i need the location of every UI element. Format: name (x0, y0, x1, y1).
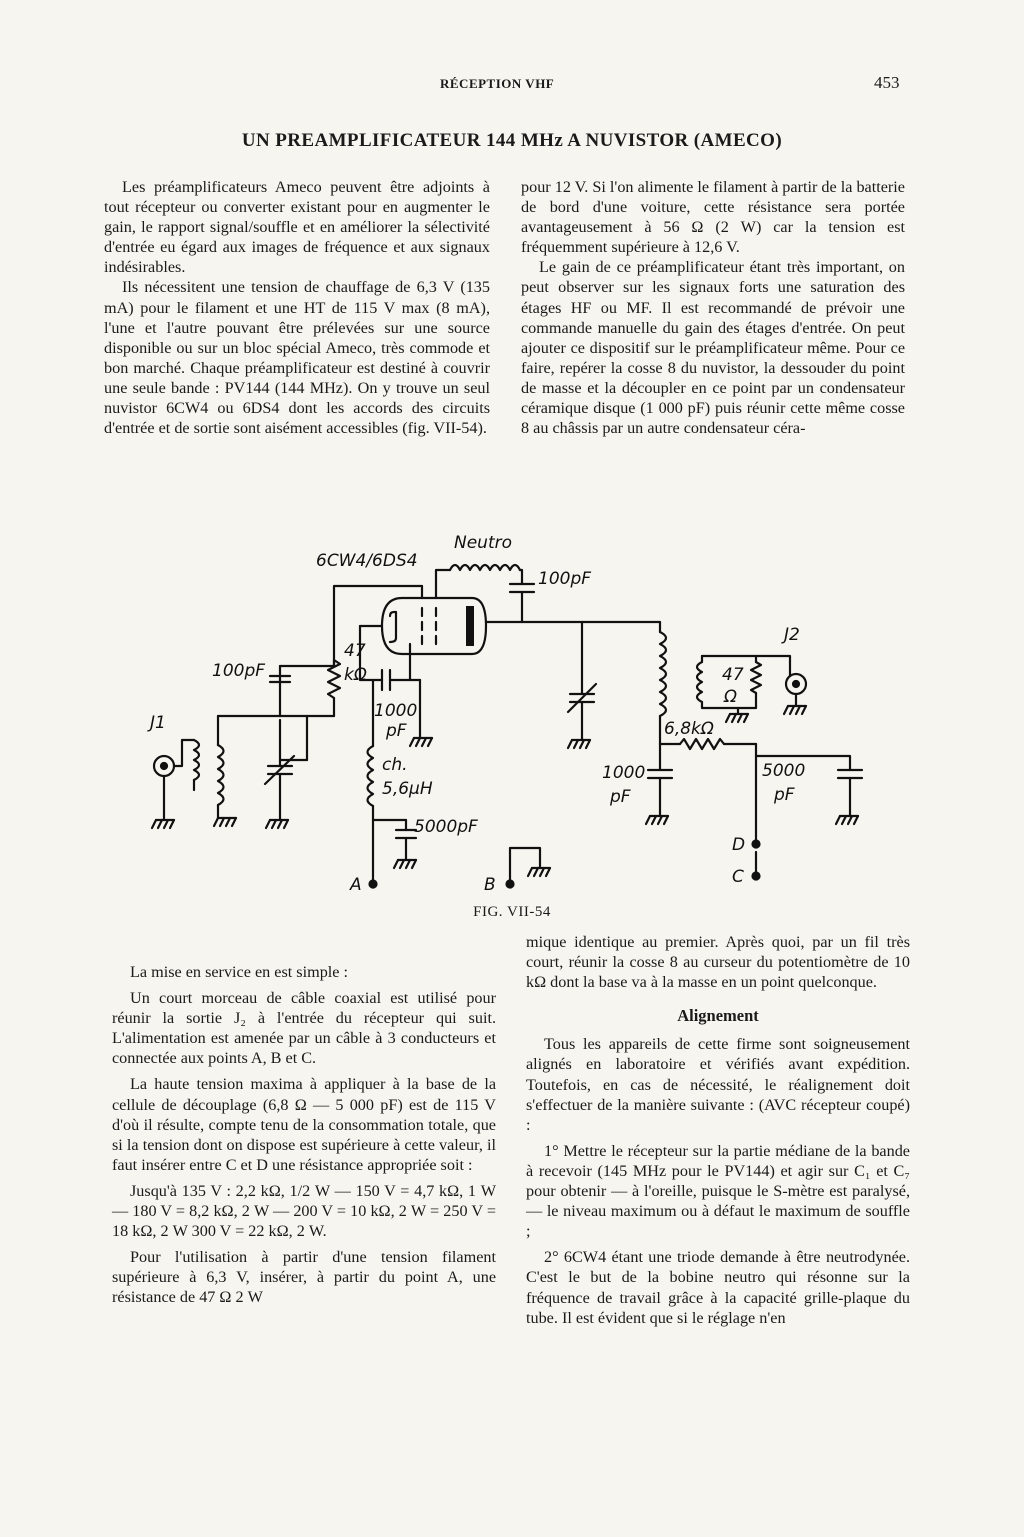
label-point-a: A (350, 875, 362, 895)
label-47-ohm-a: 47 (722, 665, 744, 685)
input-coil-symbol (218, 745, 224, 805)
choke-5-6uh-symbol (368, 746, 374, 806)
article-title: UN PREAMPLIFICATEUR 144 MHz A NUVISTOR (AMECO) (241, 130, 783, 151)
label-1000pf-out-b: pF (610, 787, 631, 807)
label-1000pf-grid-b: pF (386, 721, 407, 741)
label-j1: J1 (150, 713, 166, 733)
paragraph: Tous les appareils de cette firme sont soigneusement alignés en laboratoire et vérifiés avant expédition. Toutefois, en cas de nécessité, le réalignement doit s'effectuer de la manière suivante : (AVC récepteur coupé) : (526, 1035, 910, 1134)
column-left-top (104, 177, 490, 438)
label-neutro: Neutro (454, 533, 513, 553)
paragraph: La mise en service en est simple : (130, 963, 349, 981)
label-choke-a: ch. (382, 755, 408, 775)
paragraph: Pour l'utilisation à partir d'une tension filament supérieure à 6,3 V, insérer, à partir du point A, une résistance de 47 Ω 2 W (112, 1248, 496, 1307)
label-5000pf-b-b: pF (774, 785, 795, 805)
label-5000pf-a: 5000pF (414, 817, 478, 837)
paragraph: Le gain de ce préamplificateur étant très important, on peut observer sur les signaux forts une saturation des étages HF ou MF. Il est recommandé de prévoir une commande manuelle du gain des étages d'entrée. On peut ajouter ce dispositif sur le préamplificateur même. Pour ce faire, repérer la cosse 8 du nuvistor, la dessouder du point de masse et la découpler en ce point par un condensateur céramique disque (1 000 pF) puis réunir cette même cosse 8 au châssis par un autre condensateur céra- (521, 258, 905, 438)
column-right-bottom (526, 932, 910, 1328)
paragraph: Un court morceau de câble coaxial est utilisé pour réunir la sortie J₂ à l'entrée du récepteur qui suit. L'alimentation est amenée par un câble à 3 conducteurs et connectée aux points A, B et C. (112, 989, 496, 1068)
label-point-d: D (732, 835, 746, 855)
label-point-c: C (732, 867, 744, 887)
running-head (0, 73, 1024, 96)
label-j2: J2 (784, 625, 800, 645)
page-number: 453 (874, 73, 900, 92)
label-47-ohm-b: Ω (724, 687, 737, 707)
neutro-coil-symbol (450, 565, 520, 570)
label-tube: 6CW4/6DS4 (316, 551, 418, 571)
section-heading: Alignement (677, 1006, 759, 1026)
column-right-top (521, 177, 905, 438)
plate-coil-symbol (660, 632, 666, 716)
plate-symbol (466, 606, 474, 646)
paragraph: Ils nécessitent une tension de chauffage de 6,3 V (135 mA) pour le filament et une HT de 115 V max (8 mA), l'une et l'autre pouvant être prélevées sur une source disponible ou sur un bloc spécial Ameco, très commode et bon marché. Chaque préamplificateur est destiné à couvrir une seule bande : PV144 (144 MHz). On y trouve un seul nuvistor 6CW4 ou 6DS4 dont les accords des circuits d'entrée et de sortie sont aisément accessibles (fig. VII-54). (104, 278, 490, 438)
paragraph: La haute tension maxima à appliquer à la base de la cellule de découplage (6,8 Ω — 5 000 pF) est de 115 V d'où il résulte, compte tenu de la consommation totale, que si la tension dont on dispose est supérieure à cette valeur, il faut insérer entre C et D une résistance appropriée soit : (112, 1075, 496, 1174)
paragraph: Les préamplificateurs Ameco peuvent être adjoints à tout récepteur ou converter existant pour en augmenter le gain, le rapport signal/souffle et en améliorer la sélectivité d'entrée eu égard aux images de fréquence et aux signaux indésirables. (104, 178, 490, 277)
terminal-d-symbol (753, 841, 760, 848)
label-point-b: B (484, 875, 496, 895)
label-5000pf-b-a: 5000 (762, 761, 806, 781)
label-6-8k: 6,8kΩ (664, 719, 714, 739)
label-100pf-left: 100pF (212, 661, 266, 681)
label-100pf-top: 100pF (538, 569, 592, 589)
label-1000pf-out-a: 1000 (602, 763, 646, 783)
resistor-6-8k-symbol (680, 739, 724, 749)
paragraph: Jusqu'à 135 V : 2,2 kΩ, 1/2 W — 150 V = 4,7 kΩ, 1 W — 180 V = 8,2 kΩ, 2 W — 200 V = 10 kΩ, 2 W = 250 V = 18 kΩ, 2 W 300 V = 22 kΩ, 2 W. (112, 1181, 496, 1241)
paragraph: 1° Mettre le récepteur sur la partie médiane de la bande à recevoir (145 MHz pour le PV144) et agir sur C₁ et C₇ pour obtenir — à l'oreille, puisque le S-mètre est paralysé, — le niveau maximum ou à défaut le maximum de souffle ; (526, 1141, 910, 1241)
resistor-47-ohm-symbol (751, 662, 761, 693)
paragraph: 2° 6CW4 étant une triode demande à être neutrodynée. C'est le but de la bobine neutro qui résonne sur la fréquence de travail grâce à la capacité grille-plaque du tube. Il est évident que si le réglage n'en (526, 1248, 910, 1327)
running-title: RÉCEPTION VHF (440, 76, 555, 91)
circuit-schematic (120, 520, 880, 910)
label-1000pf-grid-a: 1000 (374, 701, 418, 721)
column-left-bottom (112, 962, 496, 1308)
paragraph: pour 12 V. Si l'on alimente le filament à partir de la batterie de bord d'une voiture, cette résistance sera portée avantageusement à 56 Ω (2 W) car la tension est fréquemment supérieure à 12,6 V. (521, 178, 905, 257)
paragraph: mique identique au premier. Après quoi, par un fil très court, réunir la cosse 8 au curseur du potentiomètre de 10 kΩ dont la base va à la masse en un point quelconque. (526, 933, 910, 992)
label-choke-b: 5,6μH (382, 779, 433, 799)
figure-caption: FIG. VII-54 (473, 904, 551, 920)
terminal-a-symbol (370, 881, 377, 888)
terminal-b-symbol (507, 881, 514, 888)
label-47k-a: 47 (344, 641, 366, 661)
label-47k-b: kΩ (344, 665, 367, 685)
terminal-c-symbol (753, 873, 760, 880)
